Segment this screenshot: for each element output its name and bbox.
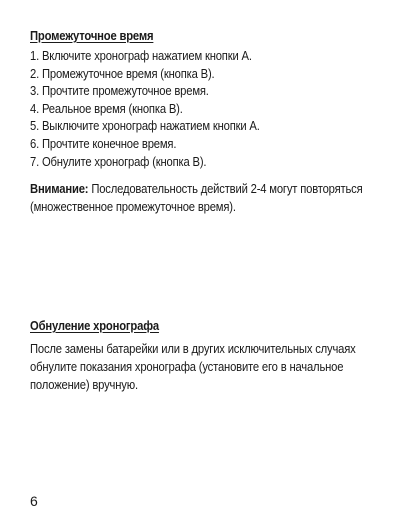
manual-page (30, 0, 390, 532)
attention-text: Последовательность действий 2-4 могут повторяться (множественное промежуточное время). (30, 182, 363, 214)
step-item: 5. Выключите хронограф нажатием кнопки А. (30, 119, 260, 134)
step-item: 3. Прочтите промежуточное время. (30, 84, 209, 99)
step-item: 1. Включите хронограф нажатием кнопки А. (30, 49, 252, 63)
step-item: 7. Обнулите хронограф (кнопка В). (30, 154, 207, 169)
step-item: 6. Прочтите конечное время. (30, 136, 177, 151)
attention-note (30, 180, 390, 216)
section-heading-split-time: Промежуточное время (30, 29, 154, 43)
section-heading-chronograph-reset: Обнуление хронографа (30, 319, 159, 333)
step-item: 4. Реальное время (кнопка В). (30, 101, 183, 116)
page-number: 6 (30, 493, 38, 509)
reset-paragraph: После замены батарейки или в других исключительных случаях обнулите показания хронографа (установите его в начальное положение) вручную. (30, 342, 356, 392)
step-item: 2. Промежуточное время (кнопка В). (30, 66, 215, 81)
split-time-steps-list (30, 48, 285, 171)
attention-label: Внимание: (30, 182, 89, 196)
